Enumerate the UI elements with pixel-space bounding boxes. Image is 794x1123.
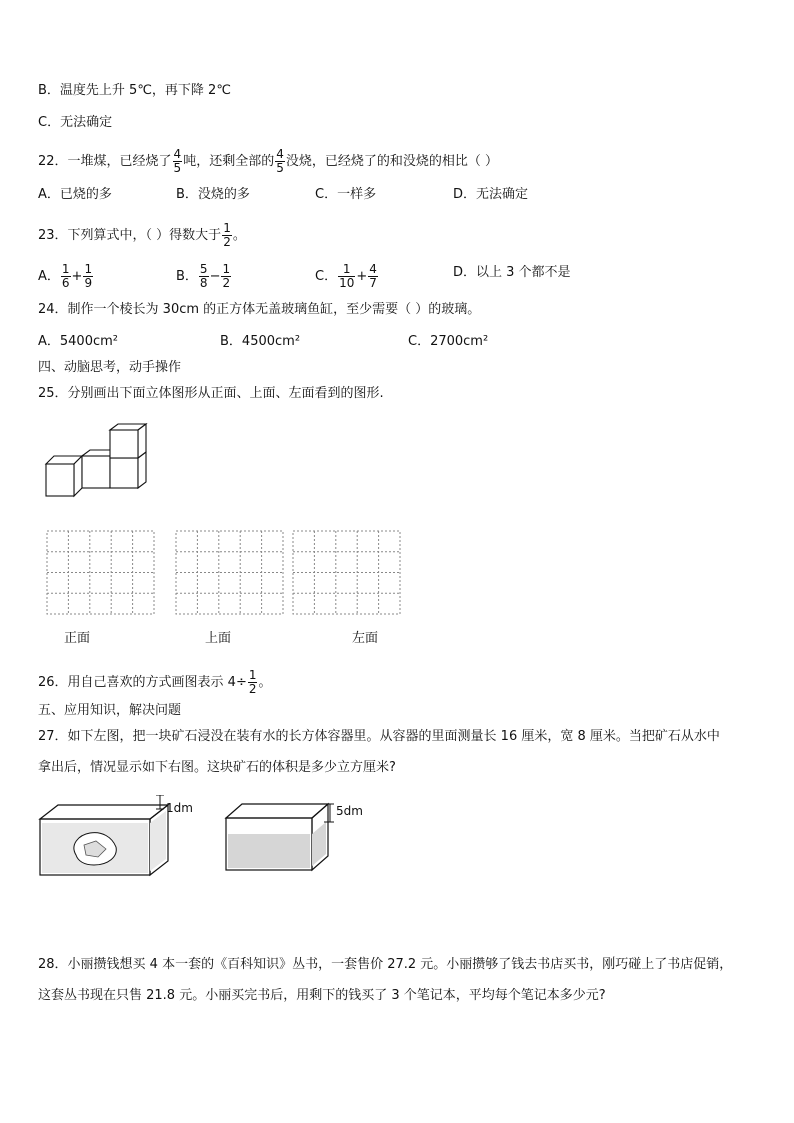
label-5dm: 5dm: [336, 804, 363, 818]
q22-option-a: A．已烧的多: [38, 187, 112, 202]
q24-option-b: B．4500cm²: [220, 334, 301, 349]
cube-figure: [40, 420, 160, 502]
q22-suffix: 没烧，已经烧了的和没烧的相比（ ）: [285, 154, 498, 169]
q22-fraction-2: $\frac{4}{5}$: [276, 147, 284, 175]
section-4-heading: 四、动脑思考，动手操作: [38, 360, 182, 375]
q23-fraction: $\frac{1}{2}$: [223, 221, 231, 249]
grid-front: [46, 530, 156, 616]
q28-line-1: 28．小丽攒钱想买 4 本一套的《百科知识》丛书，一套售价 27.2 元。小丽攒够了钱去书店买书，刚巧碰上了书店促销，: [38, 957, 733, 972]
q24-option-a: A．5400cm²: [38, 334, 118, 349]
q21-option-b: B．温度先上升 5℃，再下降 2℃: [38, 83, 231, 98]
q26-fraction: $\frac{1}{2}$: [248, 668, 257, 696]
q22-prefix: 22．一堆煤，已经烧了: [38, 154, 172, 169]
q26-question: [38, 669, 272, 696]
grid-left: [292, 530, 402, 616]
q23-option-d: D．以上 3 个都不是: [453, 265, 571, 280]
q24-question: 24．制作一个棱长为 30cm 的正方体无盖玻璃鱼缸，至少需要（ ）的玻璃。: [38, 302, 481, 317]
q23-option-a: A． $\frac{1}{6}$ + $\frac{1}{9}$: [38, 262, 93, 290]
q22-option-d: D．无法确定: [453, 187, 529, 202]
q21-option-c: C．无法确定: [38, 115, 113, 130]
q23-option-c: C． $\frac{1}{10}$ + $\frac{4}{7}$: [315, 262, 377, 290]
section-5-heading: 五、应用知识，解决问题: [38, 703, 182, 718]
q23-question: [38, 222, 246, 249]
label-1dm: 1dm: [166, 801, 193, 815]
q22-option-c: C．一样多: [315, 187, 377, 202]
q22-question: [38, 148, 498, 175]
q28-line-2: 这套丛书现在只售 21.8 元。小丽买完书后，用剩下的钱买了 3 个笔记本，平均每个笔记本多少元?: [38, 988, 606, 1003]
q23-suffix: 。: [232, 228, 246, 243]
q27-line-2: 拿出后，情况显示如下右图。这块矿石的体积是多少立方厘米?: [38, 760, 396, 775]
q24-option-c: C．2700cm²: [408, 334, 489, 349]
q23-prefix: 23．下列算式中，（ ）得数大于: [38, 228, 222, 243]
label-left-view: 左面: [352, 631, 379, 646]
q26-prefix: 26．用自己喜欢的方式画图表示 4÷: [38, 675, 247, 690]
label-front-view: 正面: [64, 631, 91, 646]
label-top-view: 上面: [205, 631, 232, 646]
container-after-figure: [224, 800, 344, 874]
q26-suffix: 。: [258, 675, 272, 690]
q22-mid: 吨，还剩全部的: [183, 154, 275, 169]
q25-question: 25．分别画出下面立体图形从正面、上面、左面看到的图形.: [38, 386, 384, 401]
q27-line-1: 27．如下左图，把一块矿石浸没在装有水的长方体容器里。从容器的里面测量长 16 厘米，宽 8 厘米。当把矿石从水中: [38, 729, 720, 744]
q22-option-b: B．没烧的多: [176, 187, 250, 202]
q23-option-b: B． $\frac{5}{8}$ − $\frac{1}{2}$: [176, 262, 231, 290]
q22-fraction-1: $\frac{4}{5}$: [173, 147, 182, 175]
grid-top: [175, 530, 285, 616]
